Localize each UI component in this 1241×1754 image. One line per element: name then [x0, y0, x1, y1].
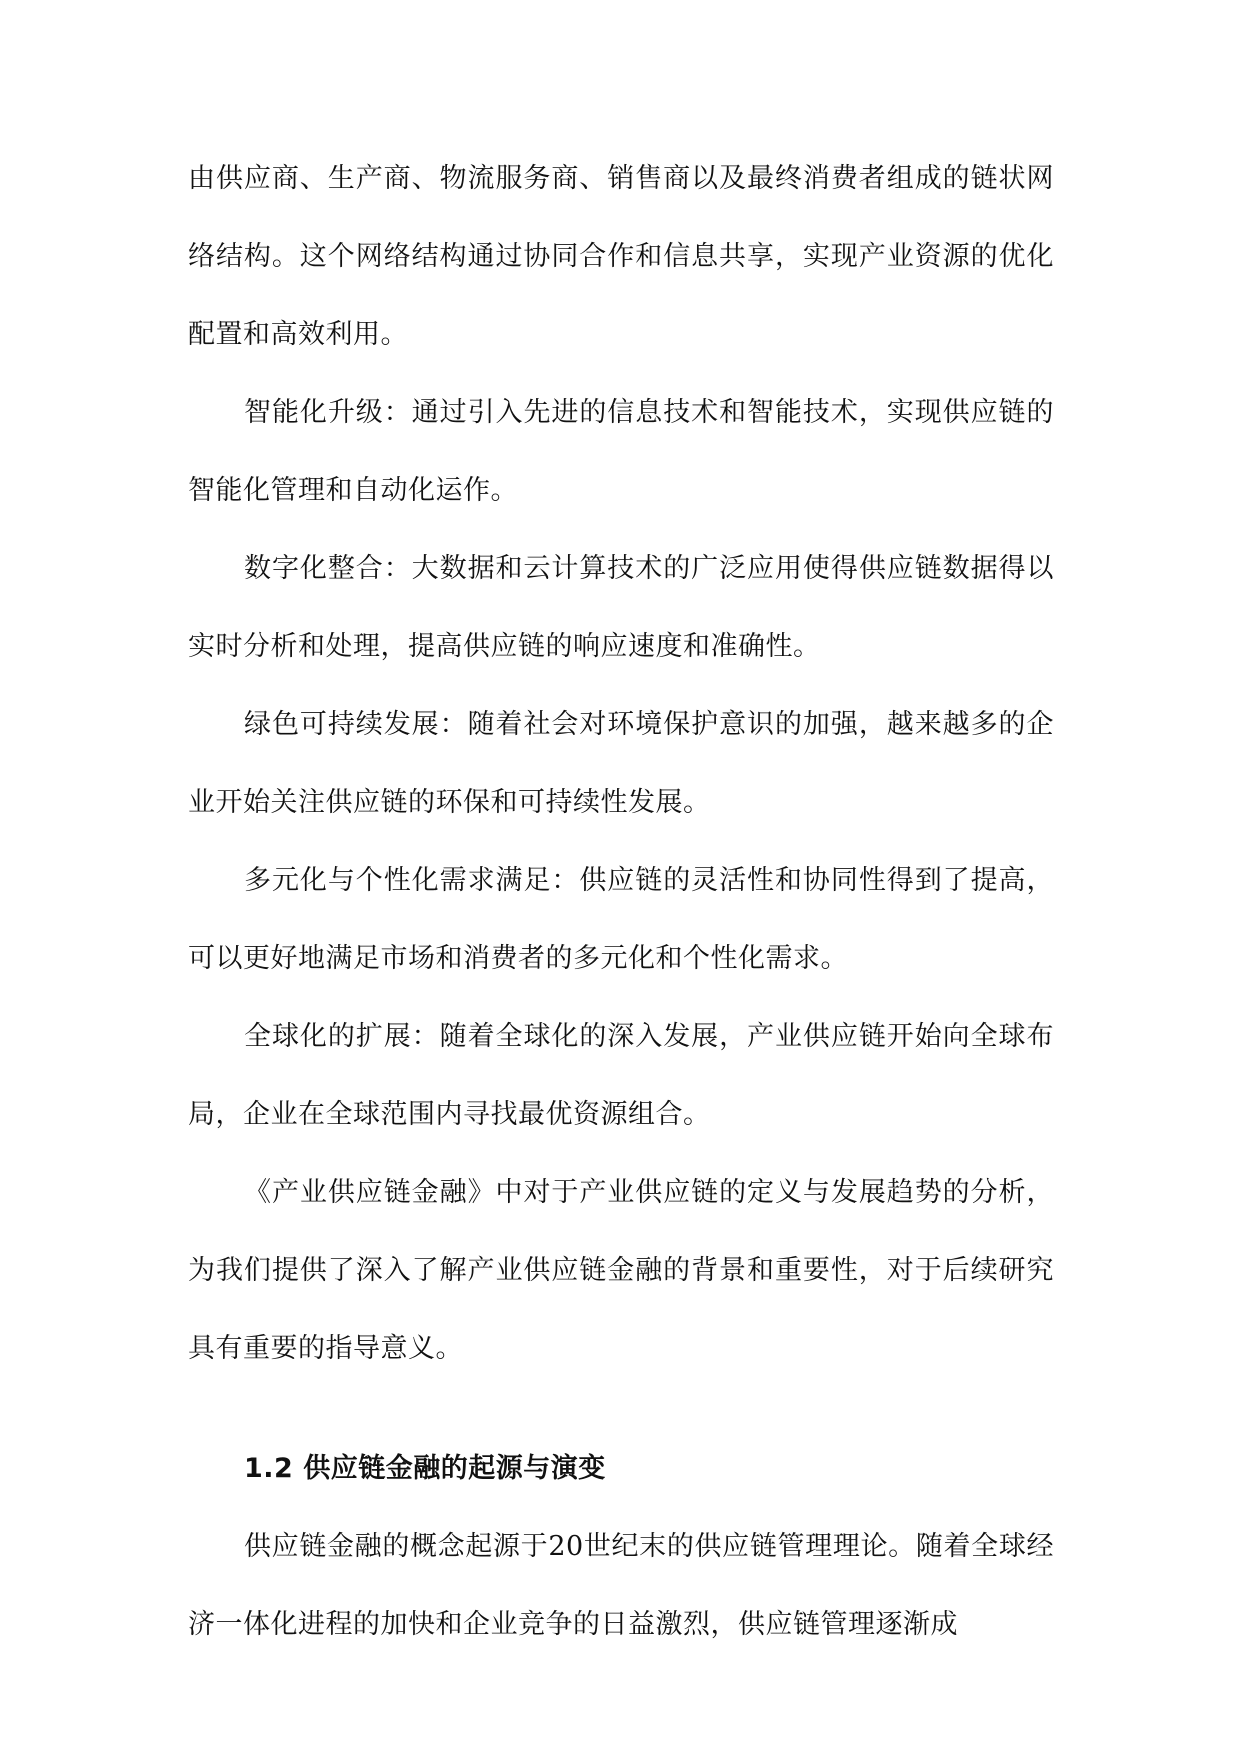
body-paragraph: 由供应商、生产商、物流服务商、销售商以及最终消费者组成的链状网络结构。这个网络结构通过协同合作和信息共享，实现产业资源的优化配置和高效利用。 — [188, 163, 1054, 350]
body-paragraph: 供应链金融的概念起源于20世纪末的供应链管理理论。随着全球经济一体化进程的加快和企业竞争的日益激烈，供应链管理逐渐成 — [188, 1531, 1054, 1640]
body-paragraph: 数字化整合：大数据和云计算技术的广泛应用使得供应链数据得以实时分析和处理，提高供应链的响应速度和准确性。 — [188, 553, 1054, 662]
document-body — [188, 140, 1054, 1664]
body-paragraph: 绿色可持续发展：随着社会对环境保护意识的加强，越来越多的企业开始关注供应链的环保和可持续性发展。 — [188, 709, 1054, 818]
body-paragraph: 智能化升级：通过引入先进的信息技术和智能技术，实现供应链的智能化管理和自动化运作。 — [188, 397, 1054, 506]
body-paragraph: 《产业供应链金融》中对于产业供应链的定义与发展趋势的分析，为我们提供了深入了解产业供应链金融的背景和重要性，对于后续研究具有重要的指导意义。 — [188, 1177, 1054, 1364]
body-paragraph: 多元化与个性化需求满足：供应链的灵活性和协同性得到了提高，可以更好地满足市场和消费者的多元化和个性化需求。 — [188, 865, 1054, 974]
body-paragraph: 全球化的扩展：随着全球化的深入发展，产业供应链开始向全球布局，企业在全球范围内寻找最优资源组合。 — [188, 1021, 1054, 1130]
section-heading: 1.2 供应链金融的起源与演变 — [244, 1453, 606, 1484]
